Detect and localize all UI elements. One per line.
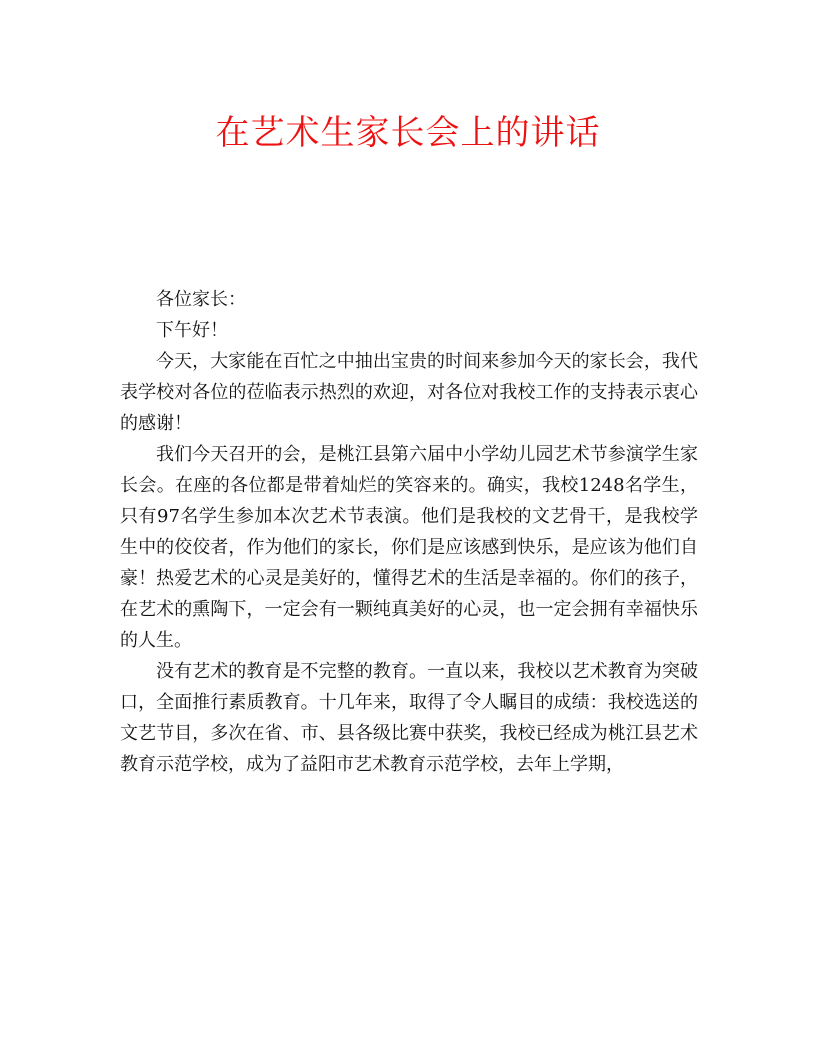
salutation: 各位家长： [156, 289, 246, 310]
document-body [120, 284, 698, 780]
paragraph-meeting-purpose: 我们今天召开的会，是桃江县第六届中小学幼儿园艺术节参演学生家长会。在座的各位都是带着灿烂的笑容来的。确实，我校1248名学生，只有97名学生参加本次艺术节表演。他们是我校的文艺骨干，是我校学生中的佼佼者，作为他们的家长，你们是应该感到快乐，是应该为他们自豪！热爱艺术的心灵是美好的，懂得艺术的生活是幸福的。你们的孩子，在艺术的熏陶下，一定会有一颗纯真美好的心灵，也一定会拥有幸福快乐的人生。 [120, 444, 698, 651]
document-title: 在艺术生家长会上的讲话 [215, 113, 601, 153]
paragraph-welcome: 今天，大家能在百忙之中抽出宝贵的时间来参加今天的家长会，我代表学校对各位的莅临表示热烈的欢迎，对各位对我校工作的支持表示衷心的感谢！ [120, 351, 698, 434]
greeting: 下午好！ [156, 320, 228, 341]
paragraph-art-education: 没有艺术的教育是不完整的教育。一直以来，我校以艺术教育为突破口，全面推行素质教育。十几年来，取得了令人瞩目的成绩：我校选送的文艺节目，多次在省、市、县各级比赛中获奖，我校已经成为桃江县艺术教育示范学校，成为了益阳市艺术教育示范学校，去年上学期， [120, 661, 698, 775]
